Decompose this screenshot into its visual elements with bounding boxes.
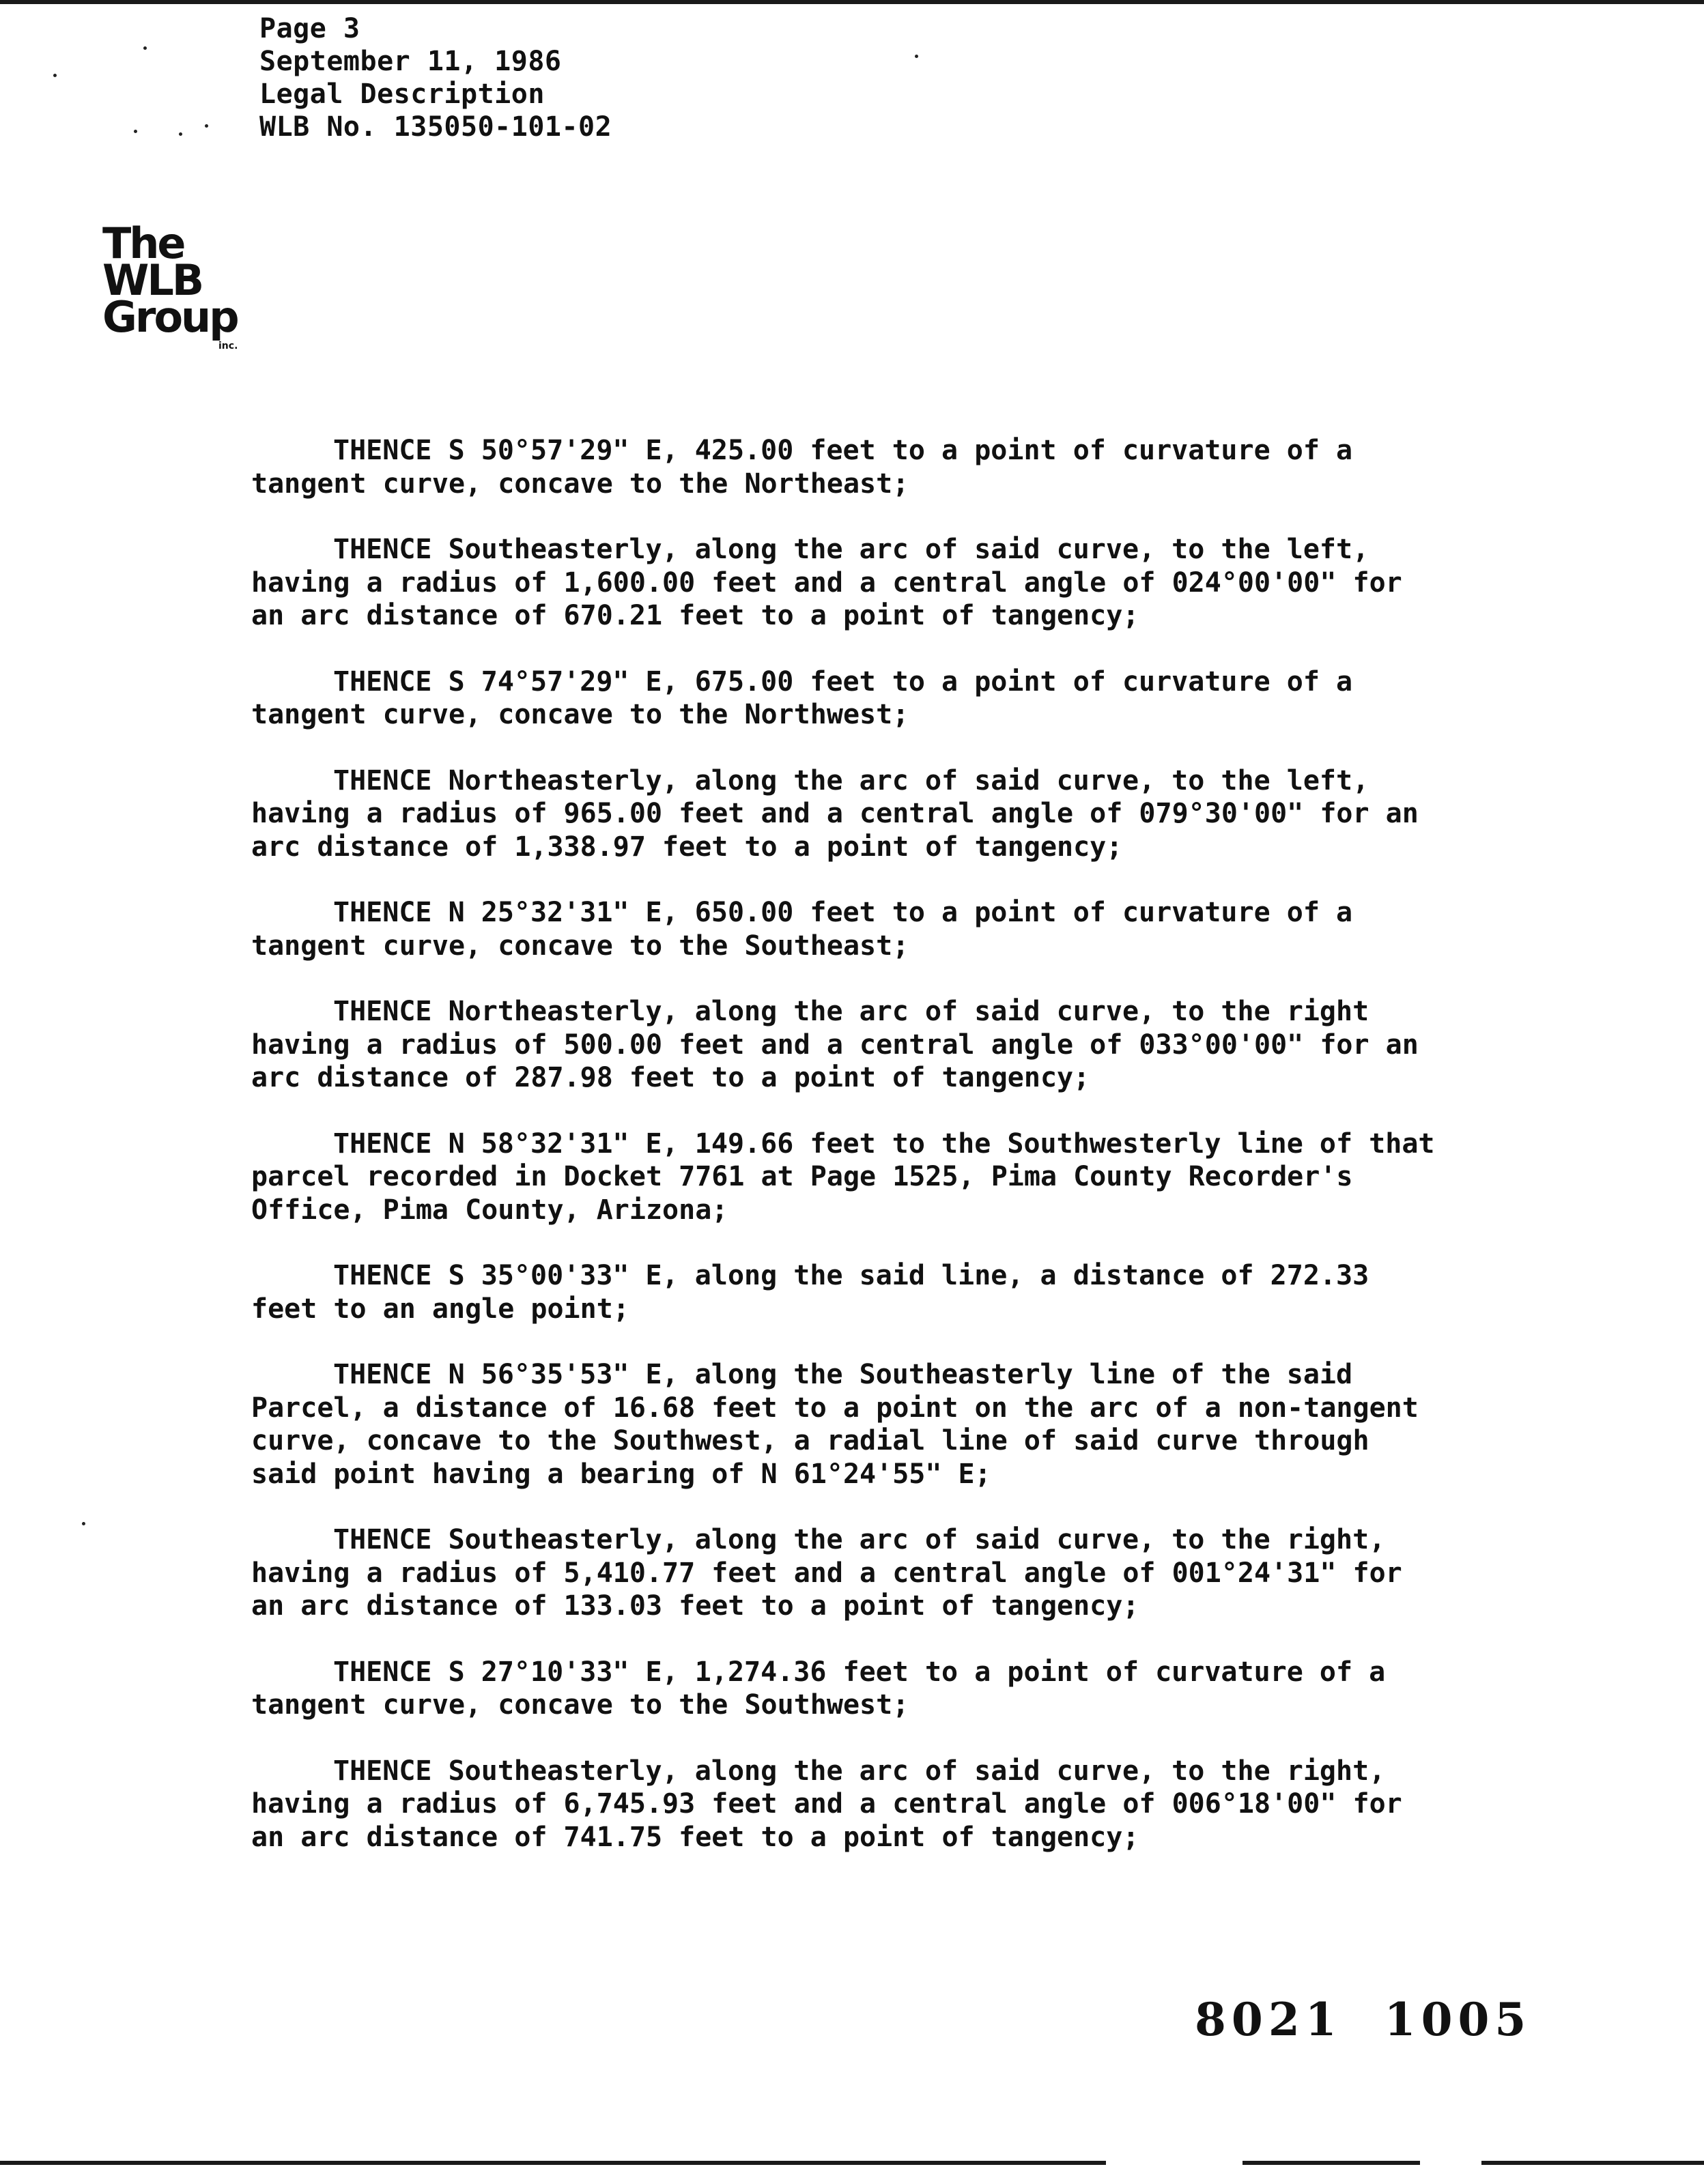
paragraph-line: parcel recorded in Docket 7761 at Page 1525, Pima County Recorder's: [251, 1161, 1353, 1192]
paragraph-line: curve, concave to the Southwest, a radial line of said curve through: [251, 1425, 1369, 1456]
scan-speck: [82, 1522, 85, 1525]
logo-line-group: Group: [102, 292, 238, 342]
paragraph-line: THENCE S 35°00'33" E, along the said line, a distance of 272.33: [333, 1260, 1369, 1291]
paragraph-line: THENCE Southeasterly, along the arc of said curve, to the left,: [333, 534, 1369, 565]
paragraph-line: an arc distance of 741.75 feet to a point of tangency;: [251, 1821, 1139, 1853]
paragraph-line: THENCE N 25°32'31" E, 650.00 feet to a point of curvature of a: [333, 897, 1353, 928]
paragraph-line: THENCE Northeasterly, along the arc of said curve, to the left,: [333, 764, 1369, 796]
paragraph-line: tangent curve, concave to the Southeast;: [251, 930, 909, 962]
legal-paragraph: [251, 434, 1480, 500]
paragraph-line: THENCE Southeasterly, along the arc of said curve, to the right,: [333, 1755, 1386, 1787]
scan-speck: [134, 130, 137, 133]
scan-speck: [205, 124, 208, 128]
paragraph-line: an arc distance of 133.03 feet to a point of tangency;: [251, 1590, 1139, 1622]
legal-paragraph: [251, 533, 1480, 633]
scan-speck: [53, 74, 57, 77]
paragraph-line: THENCE S 27°10'33" E, 1,274.36 feet to a point of curvature of a: [333, 1656, 1386, 1688]
paragraph-line: having a radius of 6,745.93 feet and a central angle of 006°18'00" for: [251, 1788, 1402, 1820]
bottom-rule-gap: [1106, 2158, 1242, 2168]
paragraph-line: tangent curve, concave to the Northwest;: [251, 699, 909, 730]
legal-paragraph: [251, 1656, 1480, 1722]
page-number: Page 3: [259, 13, 360, 44]
legal-description-body: [251, 434, 1480, 1886]
legal-paragraph: [251, 1523, 1480, 1623]
paragraph-line: tangent curve, concave to the Southwest;: [251, 1689, 909, 1721]
legal-paragraph: [251, 995, 1480, 1095]
paragraph-line: THENCE S 50°57'29" E, 425.00 feet to a point of curvature of a: [333, 435, 1353, 466]
scan-speck: [915, 55, 918, 58]
paragraph-line: having a radius of 5,410.77 feet and a central angle of 001°24'31" for: [251, 1557, 1402, 1589]
paragraph-line: an arc distance of 670.21 feet to a point of tangency;: [251, 600, 1139, 631]
scan-speck: [179, 132, 182, 136]
wlb-group-logo: [102, 218, 259, 351]
document-type: Legal Description: [259, 78, 545, 110]
legal-paragraph: [251, 896, 1480, 962]
legal-paragraph: [251, 1259, 1480, 1325]
paragraph-line: THENCE N 58°32'31" E, 149.66 feet to the Southwesterly line of that: [333, 1127, 1435, 1160]
legal-paragraph: [251, 1358, 1480, 1491]
legal-paragraph: [251, 1755, 1480, 1854]
paragraph-line: said point having a bearing of N 61°24'55" E;: [251, 1458, 991, 1490]
paragraph-line: having a radius of 500.00 feet and a central angle of 033°00'00" for an: [251, 1029, 1419, 1061]
legal-paragraph: [251, 665, 1480, 732]
page-header: [259, 12, 612, 143]
document-date: September 11, 1986: [259, 46, 562, 77]
paragraph-line: arc distance of 1,338.97 feet to a point of tangency;: [251, 831, 1123, 863]
legal-paragraph: [251, 1127, 1480, 1227]
paragraph-line: THENCE S 74°57'29" E, 675.00 feet to a point of curvature of a: [333, 665, 1353, 698]
bottom-rule-gap-2: [1420, 2158, 1481, 2168]
wlb-number: WLB No. 135050-101-02: [259, 111, 612, 143]
logo-line-the: The: [102, 218, 184, 268]
paragraph-line: THENCE Northeasterly, along the arc of said curve, to the right: [333, 996, 1369, 1027]
logo-inc: inc.: [218, 341, 238, 351]
footer-document-number: 8021 1005: [1195, 1993, 1532, 2046]
paragraph-line: arc distance of 287.98 feet to a point of tangency;: [251, 1062, 1090, 1093]
scan-speck: [143, 46, 147, 50]
paragraph-line: feet to an angle point;: [251, 1293, 629, 1325]
paragraph-line: tangent curve, concave to the Northeast;: [251, 468, 909, 500]
paragraph-line: Parcel, a distance of 16.68 feet to a point on the arc of a non-tangent: [251, 1392, 1419, 1424]
top-edge: [0, 0, 1704, 4]
paragraph-line: Office, Pima County, Arizona;: [251, 1194, 728, 1226]
logo-line-wlb: WLB: [102, 255, 203, 305]
paragraph-line: THENCE Southeasterly, along the arc of said curve, to the right,: [333, 1524, 1386, 1555]
paragraph-line: having a radius of 1,600.00 feet and a central angle of 024°00'00" for: [251, 566, 1402, 599]
paragraph-line: THENCE N 56°35'53" E, along the Southeasterly line of the said: [333, 1359, 1353, 1390]
legal-paragraph: [251, 764, 1480, 864]
paragraph-line: having a radius of 965.00 feet and a central angle of 079°30'00" for an: [251, 798, 1419, 829]
